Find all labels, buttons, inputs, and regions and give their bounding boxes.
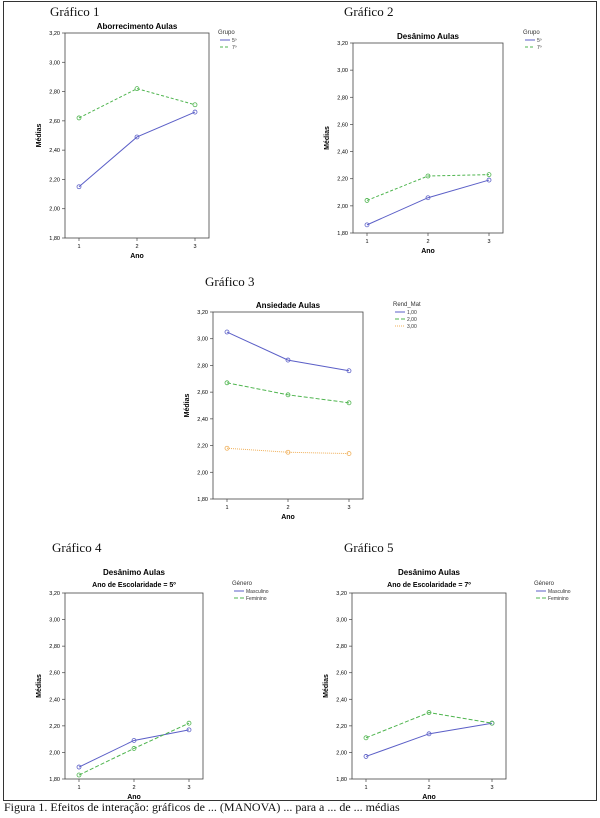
legend-label: 5º	[537, 38, 542, 44]
x-tick-label: 3	[490, 785, 494, 791]
y-tick-label: 2,80	[49, 89, 60, 96]
x-axis-label: Ano	[127, 794, 141, 801]
x-tick-label: 3	[487, 239, 491, 245]
x-tick-label: 2	[286, 505, 290, 511]
y-tick-label: 2,80	[197, 363, 208, 370]
y-tick-label: 1,80	[49, 777, 60, 783]
legend-title: Género	[534, 581, 555, 587]
y-axis-label: Médias	[184, 393, 191, 418]
y-tick-label: 1,80	[197, 497, 208, 503]
y-tick-label: 2,20	[49, 723, 60, 730]
x-tick-label: 1	[77, 244, 81, 250]
chart-title: Desânimo Aulas	[398, 568, 460, 577]
y-tick-label: 3,20	[49, 591, 60, 597]
chart-subtitle: Ano de Escolaridade = 5º	[92, 582, 176, 589]
series-line	[227, 448, 349, 453]
y-axis-label: Médias	[36, 123, 43, 148]
grafico-5-label: Gráfico 5	[344, 540, 394, 555]
x-axis-label: Ano	[422, 794, 436, 801]
y-tick-label: 3,20	[197, 310, 208, 316]
y-axis-label: Médias	[323, 674, 330, 698]
x-axis-label: Ano	[281, 514, 295, 521]
chart-desanimo-aulas-5	[20, 555, 282, 799]
y-tick-label: 2,20	[197, 443, 208, 450]
y-tick-label: 2,60	[337, 122, 348, 129]
x-tick-label: 1	[77, 785, 81, 791]
legend-title: Grupo	[218, 30, 235, 36]
legend-label: Masculino	[548, 589, 571, 595]
figure-caption: Figura 1. Efeitos de interação: gráficos de ... (MANOVA) ... para a ... de ... médias	[4, 800, 400, 814]
y-tick-label: 2,00	[336, 750, 347, 757]
grafico-2-label: Gráfico 2	[344, 4, 394, 19]
plot-area	[65, 33, 209, 238]
x-tick-label: 3	[347, 505, 351, 511]
legend-label: Masculino	[246, 589, 269, 595]
chart-title: Desânimo Aulas	[397, 32, 459, 41]
legend-label: 7º	[232, 45, 237, 51]
legend-title: Género	[232, 581, 253, 587]
legend-label: 1,00	[407, 310, 417, 316]
x-tick-label: 2	[132, 785, 136, 791]
y-axis-label: Médias	[36, 674, 43, 698]
y-tick-label: 2,80	[49, 644, 60, 651]
plot-area	[353, 43, 503, 233]
x-tick-label: 2	[427, 785, 431, 791]
grafico-1-label: Gráfico 1	[50, 4, 100, 19]
y-tick-label: 2,00	[49, 750, 60, 757]
series-line	[367, 175, 489, 201]
y-tick-label: 2,20	[337, 176, 348, 183]
y-tick-label: 2,60	[49, 118, 60, 125]
x-axis-label: Ano	[421, 248, 435, 255]
y-tick-label: 1,80	[49, 236, 60, 242]
y-tick-label: 3,00	[49, 617, 60, 624]
y-tick-label: 2,40	[197, 416, 208, 423]
x-tick-label: 1	[365, 239, 369, 245]
legend-label: Feminino	[548, 596, 569, 602]
series-line	[227, 332, 349, 371]
legend-label: 5º	[232, 38, 237, 44]
y-tick-label: 2,40	[336, 697, 347, 704]
y-tick-label: 3,20	[336, 591, 347, 597]
plot-area	[352, 593, 506, 779]
y-tick-label: 3,00	[337, 68, 348, 75]
chart-ansiedade-aulas	[175, 292, 430, 534]
y-tick-label: 2,00	[49, 206, 60, 213]
y-tick-label: 3,20	[49, 31, 60, 37]
y-tick-label: 3,00	[49, 60, 60, 67]
x-tick-label: 3	[187, 785, 191, 791]
chart-title: Desânimo Aulas	[103, 568, 165, 577]
chart-desanimo-aulas-7	[312, 555, 590, 799]
y-tick-label: 1,80	[337, 231, 348, 237]
chart-title: Ansiedade Aulas	[255, 301, 321, 310]
legend-title: Grupo	[523, 30, 540, 36]
y-tick-label: 2,60	[197, 390, 208, 397]
y-tick-label: 2,40	[49, 148, 60, 155]
y-tick-label: 2,00	[197, 470, 208, 477]
legend-title: Rend_Mat	[393, 302, 421, 308]
y-tick-label: 2,60	[49, 670, 60, 677]
chart-aborrecimento-aulas	[20, 18, 275, 273]
y-tick-label: 2,00	[337, 203, 348, 210]
x-tick-label: 2	[135, 244, 139, 250]
grafico-3-label: Gráfico 3	[205, 274, 255, 289]
grafico-4-label: Gráfico 4	[52, 540, 102, 555]
y-tick-label: 3,00	[197, 336, 208, 343]
y-tick-label: 2,60	[336, 670, 347, 677]
plot-area	[65, 593, 203, 779]
y-tick-label: 2,20	[336, 723, 347, 730]
chart-title: Aborrecimento Aulas	[96, 22, 178, 31]
y-tick-label: 1,80	[336, 777, 347, 783]
legend-label: 7º	[537, 45, 542, 51]
y-tick-label: 3,00	[336, 617, 347, 624]
data-point	[225, 330, 229, 334]
plot-area	[213, 312, 363, 499]
x-tick-label: 1	[364, 785, 368, 791]
y-tick-label: 2,80	[336, 644, 347, 651]
legend-label: 2,00	[407, 317, 417, 323]
y-tick-label: 2,80	[337, 95, 348, 102]
series-line	[367, 180, 489, 225]
y-tick-label: 2,40	[49, 697, 60, 704]
legend-label: Feminino	[246, 596, 267, 602]
chart-desanimo-aulas	[315, 18, 585, 273]
x-tick-label: 1	[225, 505, 229, 511]
series-line	[79, 723, 189, 775]
y-tick-label: 2,40	[337, 149, 348, 156]
x-axis-label: Ano	[130, 253, 144, 260]
series-line	[79, 89, 195, 118]
y-tick-label: 2,20	[49, 177, 60, 184]
chart-subtitle: Ano de Escolaridade = 7º	[387, 582, 471, 589]
series-line	[366, 723, 492, 756]
x-tick-label: 2	[426, 239, 430, 245]
legend-label: 3,00	[407, 324, 417, 330]
series-line	[79, 112, 195, 187]
x-tick-label: 3	[193, 244, 197, 250]
y-tick-label: 3,20	[337, 41, 348, 47]
y-axis-label: Médias	[324, 126, 331, 150]
